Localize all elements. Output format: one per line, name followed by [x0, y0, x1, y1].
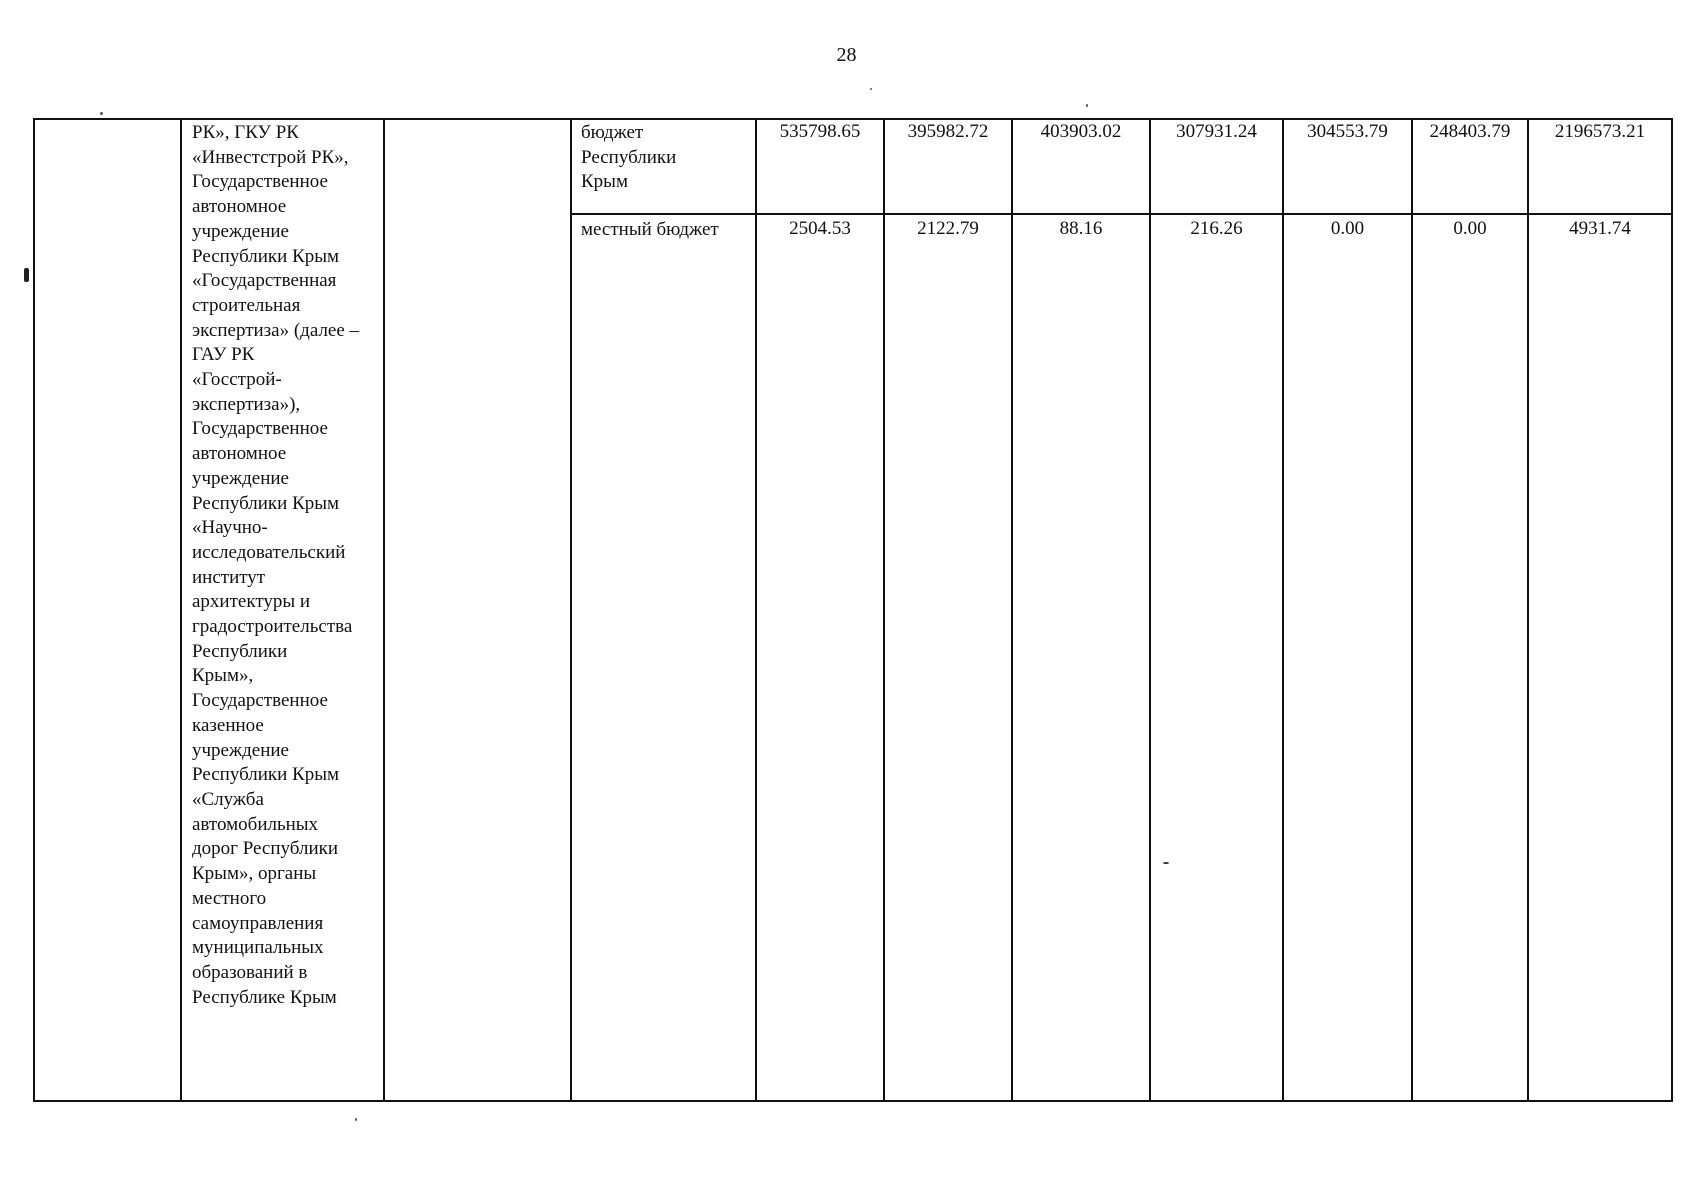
row2-value-6: 0.00 [1453, 218, 1487, 239]
row2-value-total: 4931.74 [1569, 218, 1631, 239]
executors-line: Республики Крым [192, 245, 340, 267]
row2-value-5: 0.00 [1330, 218, 1365, 239]
scan-speck [100, 112, 103, 115]
executors-line: архитектуры и [192, 591, 311, 613]
executors-line: казенное [192, 714, 264, 736]
executors-line: образований в [192, 961, 308, 983]
executors-line: «Госстрой- [192, 369, 282, 391]
executors-line: автомобильных [192, 813, 319, 835]
col-border-4 [755, 118, 757, 1102]
row2-value-1: 2504.53 [789, 218, 851, 239]
executors-cell [192, 121, 382, 1010]
executors-line: дорог Республики [192, 838, 339, 860]
executors-line: Крым», органы [192, 863, 317, 885]
row1-value-1: 535798.65 [779, 121, 861, 142]
scan-speck [1163, 862, 1169, 864]
executors-line: муниципальных [192, 937, 324, 959]
executors-line: Республики [192, 640, 288, 662]
executors-line: самоуправления [192, 912, 324, 934]
executors-line: Республики Крым [192, 492, 340, 514]
table-top-border [33, 118, 1673, 120]
executors-line: ГАУ РК [192, 344, 255, 366]
executors-line: учреждение [192, 467, 289, 489]
executors-line: автономное [192, 196, 287, 218]
executors-line: «Научно- [192, 517, 268, 539]
page-number: 28 [836, 44, 857, 66]
col-border-5 [883, 118, 885, 1102]
row2-value-3: 88.16 [1059, 218, 1103, 239]
executors-line: исследовательский [192, 541, 346, 563]
row1-value-3: 403903.02 [1040, 121, 1122, 142]
row1-value-4: 307931.24 [1176, 121, 1257, 142]
executors-line: учреждение [192, 739, 289, 761]
executors-line: Государственное [192, 171, 328, 193]
executors-line: Республики Крым [192, 764, 340, 786]
funding-source-republic: бюджет Республики Крым [581, 122, 677, 193]
col-border-1 [180, 118, 182, 1102]
col-border-9 [1411, 118, 1413, 1102]
row2-value-2: 2122.79 [917, 218, 979, 239]
executors-line: местного [192, 887, 267, 909]
budget-table [33, 118, 1673, 1102]
col-border-0 [33, 118, 35, 1102]
executors-line: экспертиза» (далее – [192, 319, 360, 341]
funding-source-local: местный бюджет [581, 219, 719, 240]
executors-line: экспертиза»), [192, 393, 301, 415]
executors-line: градостроительства [192, 616, 353, 638]
scan-speck [870, 88, 872, 90]
executors-line: строительная [192, 294, 301, 316]
table-bottom-border [33, 1100, 1673, 1102]
executors-line: автономное [192, 443, 287, 465]
executors-line: Крым», [192, 665, 254, 687]
executors-line: «Служба [192, 788, 264, 810]
col-border-2 [383, 118, 385, 1102]
executors-line: Государственное [192, 418, 328, 440]
scan-speck [24, 268, 29, 282]
executors-line: «Государственная [192, 270, 337, 292]
col-border-11 [1671, 118, 1673, 1102]
executors-line: институт [192, 566, 266, 588]
row1-value-5: 304553.79 [1307, 121, 1388, 142]
col-border-6 [1011, 118, 1013, 1102]
executors-line: «Инвестстрой РК», [192, 146, 349, 168]
executors-line: учреждение [192, 220, 289, 242]
col-border-3 [570, 118, 572, 1102]
col-border-8 [1282, 118, 1284, 1102]
col-border-10 [1527, 118, 1529, 1102]
row1-value-2: 395982.72 [907, 121, 989, 142]
row2-value-4: 216.26 [1190, 218, 1243, 239]
col-border-7 [1149, 118, 1151, 1102]
row-separator [571, 213, 1673, 215]
scan-speck [1086, 104, 1088, 107]
row1-value-total: 2196573.21 [1554, 121, 1646, 142]
row1-value-6: 248403.79 [1429, 121, 1511, 142]
scan-speck [355, 1118, 357, 1121]
executors-line: Государственное [192, 690, 328, 712]
executors-line: Республике Крым [192, 986, 337, 1008]
executors-line: РК», ГКУ РК [192, 122, 299, 143]
